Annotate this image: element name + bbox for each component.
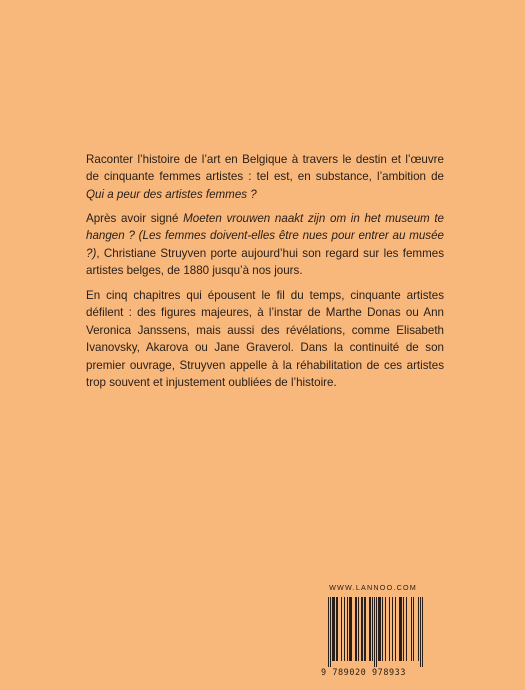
description-paragraph-3 (86, 287, 444, 391)
barcode-bar (389, 597, 390, 661)
barcode-bar (399, 597, 400, 661)
barcode-bar (400, 597, 401, 661)
barcode-bar (380, 597, 381, 661)
barcode-bar (406, 597, 407, 661)
barcode-bar (392, 597, 393, 661)
barcode-bar (369, 597, 370, 661)
barcode-guard-bar (422, 597, 423, 667)
isbn-digits: 9 789020 978933 (321, 668, 407, 678)
barcode-bar (355, 597, 356, 661)
barcode-bar (362, 597, 363, 661)
paragraph-2-rest: , Christiane Struyven porte aujourd’hui son regard sur les femmes artistes belges, de 1880 jusqu’à nos jours. (86, 246, 444, 278)
barcode-bar (385, 597, 386, 661)
barcode-bar (347, 597, 348, 661)
barcode-bar (351, 597, 352, 661)
barcode-guard-bar (376, 597, 377, 667)
barcode-bar (401, 597, 402, 661)
barcode-icon (321, 597, 425, 669)
barcode-bar (378, 597, 379, 661)
barcode-bar (379, 597, 380, 661)
previous-book-title: Moeten vrouwen naakt zijn om in het museum te hangen ? (Les femmes doivent-elles être nues pour entrer au musée ?) (86, 212, 444, 260)
description-paragraph-1 (86, 151, 444, 203)
barcode-block (321, 583, 433, 683)
barcode-guard-bar (328, 597, 329, 667)
barcode-guard-bar (330, 597, 331, 667)
barcode-bar (411, 597, 412, 661)
description-paragraph-2 (86, 210, 444, 280)
barcode-bar (365, 597, 366, 661)
barcode-guard-bar (374, 597, 375, 667)
barcode-bar (356, 597, 357, 661)
paragraph-1-text: Raconter l’histoire de l’art en Belgique à travers le destin et l’œuvre de cinquante femmes artistes : tel est, en substance, l’ambition de (86, 153, 444, 184)
barcode-bar (370, 597, 371, 661)
barcode-bar (361, 597, 362, 661)
barcode-bar (341, 597, 342, 661)
barcode-bar (372, 597, 373, 661)
book-title: Qui a peur des artistes femmes ? (86, 187, 257, 201)
barcode-bar (395, 597, 396, 661)
barcode-bar (332, 597, 333, 661)
publisher-url: WWW.LANNOO.COM (329, 583, 417, 592)
barcode-bar (334, 597, 335, 661)
paragraph-2-intro: Après avoir signé (86, 212, 184, 225)
barcode-bar (344, 597, 345, 661)
barcode-bar (382, 597, 383, 661)
barcode-bar (358, 597, 359, 661)
barcode-bar (364, 597, 365, 661)
barcode-bar (403, 597, 404, 661)
barcode-bar (336, 597, 337, 661)
barcode-bar (418, 597, 419, 661)
barcode-bar (337, 597, 338, 661)
paragraph-3-text: En cinq chapitres qui épousent le fil du temps, cinquante artistes défilent : des figures majeures, à l’instar de Marthe Donas ou Ann Veronica Janssens, mais aussi des révélations, comme Elisabeth Ivanovsky, Akarova ou Jane Graverol. Dans la continuité de son premier ouvrage, Struyven appelle à la réhabilitation de ces artistes trop souvent et injustement oubliées de l’histoire. (86, 289, 444, 390)
barcode-bar (413, 597, 414, 661)
barcode-bar (349, 597, 350, 661)
barcode-guard-bar (420, 597, 421, 667)
barcode-bar (350, 597, 351, 661)
barcode-bar (333, 597, 334, 661)
